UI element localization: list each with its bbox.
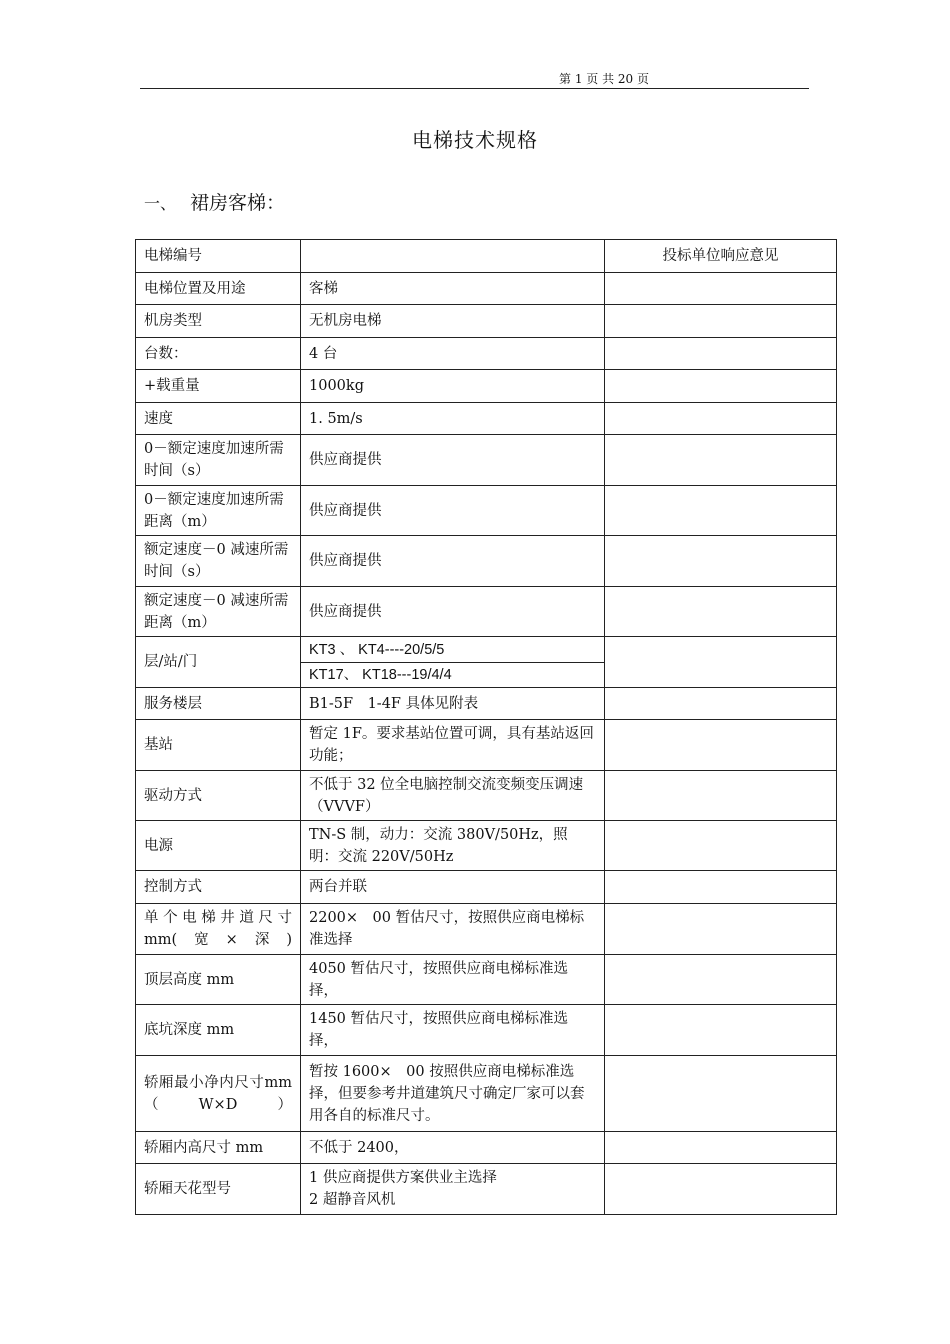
row-label: 服务楼层: [136, 688, 301, 720]
row-value: 供应商提供: [301, 435, 605, 486]
section-title: 裙房客梯：: [190, 192, 286, 214]
response-cell[interactable]: [605, 370, 837, 403]
response-cell[interactable]: [605, 486, 837, 536]
row-label: +载重量: [136, 370, 301, 403]
floor-stop-door-cell: [301, 637, 605, 688]
row-label: 0－额定速度加速所需距离（m）: [136, 486, 301, 536]
table-row: [136, 821, 837, 871]
document-title: 电梯技术规格: [412, 128, 538, 152]
response-cell[interactable]: [605, 720, 837, 771]
response-cell[interactable]: [605, 955, 837, 1005]
row-label: 单个电梯井道尺寸mm(宽×深): [136, 904, 301, 955]
section-number: 一、: [144, 194, 177, 213]
table-row: [136, 273, 837, 305]
table-row: [136, 688, 837, 720]
row-label: 顶层高度 mm: [136, 955, 301, 1005]
row-value: B1-5F 1-4F 具体见附表: [301, 688, 605, 720]
row-label: 底坑深度 mm: [136, 1005, 301, 1056]
table-row: [136, 536, 837, 587]
table-row: [136, 720, 837, 771]
row-value: 客梯: [301, 273, 605, 305]
response-cell[interactable]: [605, 637, 837, 688]
table-row: [136, 486, 837, 536]
row-value: 暂按 1600× 00 按照供应商电梯标准选择，但要参考井道建筑尺寸确定厂家可以套用各自的标准尺寸。: [301, 1056, 605, 1132]
row-value: 2200× 00 暂估尺寸，按照供应商电梯标准选择: [301, 904, 605, 955]
ceiling-option-1: 1 供应商提供方案供业主选择: [309, 1170, 497, 1186]
response-cell[interactable]: [605, 305, 837, 338]
row-label: 基站: [136, 720, 301, 771]
row-value: 供应商提供: [301, 587, 605, 637]
table-row: [136, 587, 837, 637]
table-header-row: [136, 240, 837, 273]
response-cell[interactable]: [605, 587, 837, 637]
row-label: 台数：: [136, 338, 301, 370]
row-label: 额定速度－0 减速所需时间（s）: [136, 536, 301, 587]
row-value: 4 台: [301, 338, 605, 370]
row-value: 供应商提供: [301, 536, 605, 587]
row-label: 电梯位置及用途: [136, 273, 301, 305]
table-row: [136, 1132, 837, 1164]
table-row: [136, 338, 837, 370]
response-cell[interactable]: [605, 1164, 837, 1215]
row-label: 额定速度－0 减速所需距离（m）: [136, 587, 301, 637]
row-label: 0－额定速度加速所需时间（s）: [136, 435, 301, 486]
response-cell[interactable]: [605, 904, 837, 955]
row-value: 无机房电梯: [301, 305, 605, 338]
table-row: [136, 955, 837, 1005]
table-row: [136, 1005, 837, 1056]
row-value: 4050 暂估尺寸，按照供应商电梯标准选择，: [301, 955, 605, 1005]
row-label: 轿厢内高尺寸 mm: [136, 1132, 301, 1164]
table-row: [136, 771, 837, 821]
floor-stop-door-group-1: KT3 、 KT4----20/5/5: [301, 638, 604, 663]
response-cell[interactable]: [605, 536, 837, 587]
row-label: 控制方式: [136, 871, 301, 904]
row-value: 两台并联: [301, 871, 605, 904]
row-value: 1450 暂估尺寸，按照供应商电梯标准选择，: [301, 1005, 605, 1056]
table-row: [136, 1056, 837, 1132]
section-heading: [144, 188, 285, 215]
ceiling-option-2: 2 超静音风机: [309, 1192, 396, 1208]
response-header-cell: 投标单位响应意见: [605, 240, 837, 273]
table-row: [136, 435, 837, 486]
response-cell[interactable]: [605, 871, 837, 904]
row-label: 电源: [136, 821, 301, 871]
row-label: 层/站/门: [136, 637, 301, 688]
row-label: 驱动方式: [136, 771, 301, 821]
row-value: 暂定 1F。要求基站位置可调，具有基站返回功能；: [301, 720, 605, 771]
row-value: 不低于 32 位全电脑控制交流变频变压调速（VVVF）: [301, 771, 605, 821]
response-cell[interactable]: [605, 273, 837, 305]
row-label: 速度: [136, 403, 301, 435]
row-value: [301, 1164, 605, 1215]
page-header: [140, 70, 809, 89]
response-cell[interactable]: [605, 1056, 837, 1132]
response-cell[interactable]: [605, 338, 837, 370]
floor-stop-door-group-2: KT17、 KT18---19/4/4: [309, 666, 452, 683]
response-cell[interactable]: [605, 771, 837, 821]
page-number: 第 1 页 共 20 页: [559, 72, 649, 86]
row-label: 机房类型: [136, 305, 301, 338]
row-label: 轿厢最小净内尺寸mm（W×D）: [136, 1056, 301, 1132]
row-value: TN-S 制，动力：交流 380V/50Hz，照明：交流 220V/50Hz: [301, 821, 605, 871]
row-value: 供应商提供: [301, 486, 605, 536]
response-cell[interactable]: [605, 403, 837, 435]
row-label: 轿厢天花型号: [136, 1164, 301, 1215]
table-row: [136, 904, 837, 955]
header-value-cell: [301, 240, 605, 273]
header-label-cell: 电梯编号: [136, 240, 301, 273]
response-cell[interactable]: [605, 1005, 837, 1056]
response-cell[interactable]: [605, 688, 837, 720]
row-value: 1000kg: [301, 370, 605, 403]
table-row: [136, 305, 837, 338]
table-row: [136, 871, 837, 904]
elevator-spec-table: [135, 239, 837, 1215]
response-cell[interactable]: [605, 435, 837, 486]
table-row: [136, 370, 837, 403]
row-value: 1. 5m/s: [301, 403, 605, 435]
table-row: [136, 403, 837, 435]
row-value: 不低于 2400，: [301, 1132, 605, 1164]
table-row: [136, 1164, 837, 1215]
response-cell[interactable]: [605, 821, 837, 871]
table-row: [136, 637, 837, 688]
response-cell[interactable]: [605, 1132, 837, 1164]
